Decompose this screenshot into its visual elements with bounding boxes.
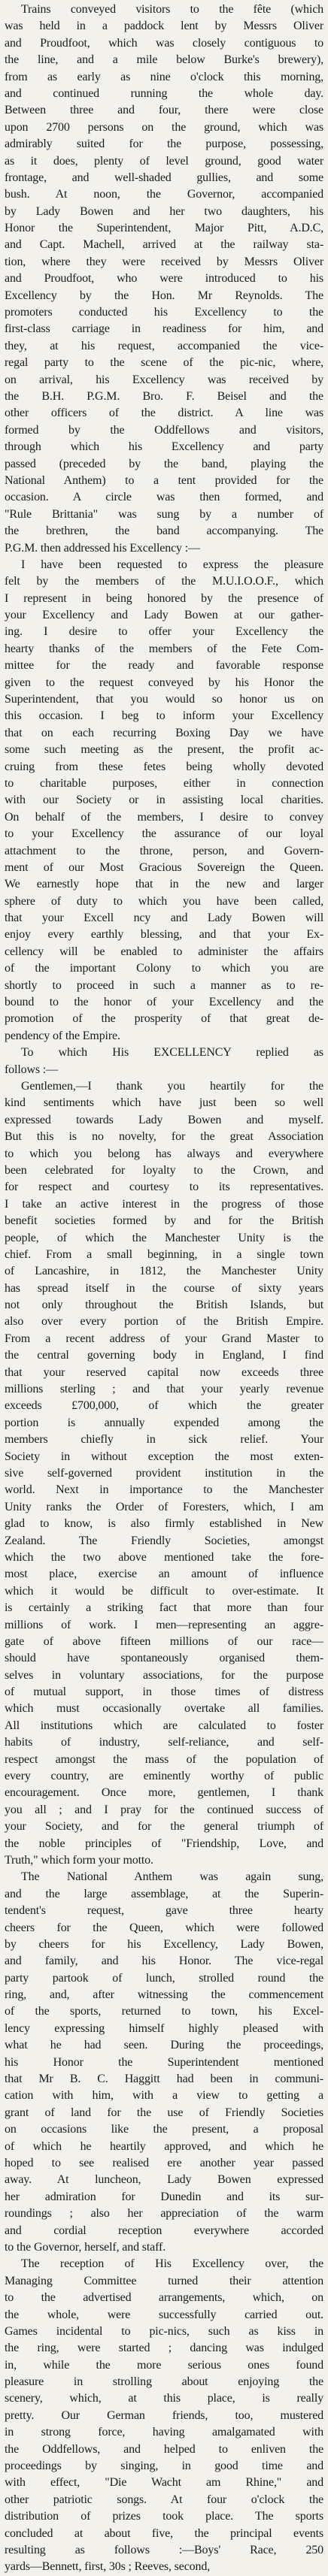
article-line: they, at his request, accompanied the vice- (5, 339, 323, 352)
article-line: chief. From a small beginning, in a single town (5, 1247, 323, 1261)
article-paragraph-p6 (5, 2256, 323, 2575)
article-line: "Rule Brittania" was sung by a number of (5, 507, 323, 521)
article-line: by Lady Bowen and her two daughters, his (5, 204, 323, 218)
article-line: which must occasionally overtake all families. (5, 1702, 323, 1716)
article-line: follows :— (5, 1063, 58, 1076)
article-line: should have spontaneously organised them- (5, 1652, 323, 1665)
article-line: The reception of His Excellency over, the (21, 2257, 323, 2271)
article-line: the Oddfellows, and helped to enliven the (5, 2442, 323, 2456)
article-line: concluded at about five, the principal events (5, 2526, 323, 2540)
article-line: sphere of duty to which you have been called, (5, 894, 323, 908)
article-line: felt by the members of the M.U.I.O.O.F., which (5, 575, 323, 588)
article-line: exceeds £700,000, of which the greater (5, 1399, 323, 1413)
article-line: from as early as nine o'clock this morning, (5, 70, 323, 83)
article-line: which it would be difficult to over-estimate. It (5, 1584, 323, 1598)
article-line: with our Society or in assisting local charities. (5, 794, 323, 807)
article-line: But this is no novelty, for the great Association (5, 1130, 323, 1144)
article-line: promoters conducted his Excellency to the (5, 306, 323, 319)
article-line: hoped to see realised ere another year passed (5, 2157, 323, 2169)
article-line: with effect, "Die Wacht am Rhine," and (5, 2476, 323, 2490)
article-line: as it does, plenty of level ground, good water (5, 154, 323, 168)
article-line: your Society, and for the general triumph of (5, 1820, 323, 1834)
article-line: millions sterling ; and that your yearly revenue (5, 1383, 323, 1396)
article-line: bush. At noon, the Governor, accompanied (5, 188, 323, 201)
article-line: the line, and a mile below Burke's brewery), (5, 53, 323, 67)
article-line: and cordial reception everywhere accorded (5, 2224, 323, 2237)
article-line: frontage, and well-shaded gullies, and some (5, 171, 323, 184)
article-line: and the large assemblage, at the Superin- (5, 1887, 323, 1900)
article-line: his Honor the Superintendent mentioned (5, 2055, 323, 2069)
article-line: not only throughout the British Islands, but (5, 1299, 323, 1312)
article-line: enjoy every earthly blessing, and that your Ex- (5, 928, 323, 942)
article-paragraph-p4 (5, 1078, 323, 1869)
article-line: pleasure in strolling about enjoying the (5, 2375, 323, 2389)
article-line: most place, exercise an amount of influence (5, 1568, 323, 1581)
article-line: proceedings by singing, in good time and (5, 2460, 323, 2473)
article-line: roundings ; also her appreciation of the warm (5, 2207, 323, 2221)
article-line: some such meeting as the present, the profit ac- (5, 743, 323, 757)
article-line: away. At luncheon, Lady Bowen expressed (5, 2173, 323, 2187)
article-line: cation with him, with a view to getting a (5, 2089, 323, 2103)
article-line: ring, and, after witnessing the commencement (5, 1988, 323, 2002)
article-line: cheers for the Queen, which were followed (5, 1921, 323, 1934)
article-line: and Proudfoot, which was closely contiguous to (5, 36, 323, 50)
article-line: of Lancashire, in 1812, the Manchester Unity (5, 1265, 323, 1278)
article-line: scenery, which, at this place, is really (5, 2392, 323, 2405)
article-line: To which His EXCELLENCY replied as (21, 1046, 323, 1060)
article-line: the B.H. P.G.M. Bro. F. Beisel and the (5, 389, 323, 403)
article-line: cruing from these fetes being wholly devoted (5, 760, 323, 773)
article-line: From a recent address of your Grand Master to (5, 1332, 323, 1345)
article-line: encouragement. Once more, gentlemen, I thank (5, 1786, 323, 1800)
article-line: Excellency by the Hon. Mr Reynolds. The (5, 289, 323, 302)
article-line: the brethren, the band accompanying. The (5, 525, 323, 538)
article-line: hearty thanks of the members of the Fete Com- (5, 642, 323, 655)
article-line: world. Next in importance to the Manchester (5, 1483, 323, 1497)
article-line: tion, where they were received by Messrs Oliver (5, 255, 323, 268)
article-line: Trains conveyed visitors to the fête (which (21, 3, 323, 16)
article-line: shortly to proceed in such a manner as to re- (5, 978, 323, 992)
article-line: for respect and courtesy to its representatives. (5, 1181, 323, 1194)
article-line: and family, and his Honor. The vice-regal (5, 1955, 323, 1968)
article-paragraph-p3 (5, 1045, 323, 1078)
article-line: other officers of the district. A line was (5, 407, 323, 420)
article-line: ing. I desire to offer your Excellency the (5, 625, 323, 639)
article-line: the noble principles of "Friendship, Love, and (5, 1837, 323, 1850)
article-line: All institutions which are calculated to foster (5, 1719, 323, 1732)
article-line: I represent in being honored by the presence of (5, 591, 323, 605)
article-line: yards—Bennett, first, 30s ; Reeves, second, (5, 2560, 211, 2574)
article-line: other patriotic songs. At four o'clock the (5, 2493, 323, 2506)
article-line: resulting as follows :—Boys' Race, 250 (5, 2543, 323, 2556)
article-line: which the two above mentioned take the fore- (5, 1550, 323, 1564)
article-line: selves in voluntary associations, for the purpose (5, 1668, 323, 1682)
article-line: regal party to the scene of the pic-nic, where, (5, 356, 323, 370)
article-line: in, while the more serious ones found (5, 2358, 323, 2372)
article-line: to your Excellency the assurance of our loyal (5, 827, 323, 841)
article-line: first-class carriage in readiness for him, and (5, 322, 323, 336)
article-line: what he had seen. During the proceedings, (5, 2039, 323, 2052)
article-line: lency expressing himself highly pleased with (5, 2021, 323, 2035)
article-line: this occasion. I beg to inform your Excellency (5, 709, 323, 723)
article-line: pendency of the Empire. (5, 1029, 120, 1042)
article-line: the whole, were successfully carried out. (5, 2308, 323, 2321)
article-line: given to the request conveyed by his Honor the (5, 676, 323, 689)
article-line: habits of industry, self-reliance, and self- (5, 1736, 323, 1749)
article-line: Zealand. The Friendly Societies, amongst (5, 1534, 323, 1547)
article-line: party partook of lunch, strolled round the (5, 1971, 323, 1985)
article-line: pretty. Our German friends, too, mustered (5, 2408, 323, 2422)
article-line: I take an active interest in the progress of those (5, 1197, 323, 1211)
article-line: Managing Committee turned their attention (5, 2274, 323, 2287)
article-line: Unity ranks the Order of Foresters, which, I am (5, 1500, 323, 1513)
article-line: admirably suited for the purpose, possessing, (5, 138, 323, 151)
article-line: cellency will be enabled to administer the affairs (5, 945, 323, 958)
article-paragraph-p5 (5, 1869, 323, 2256)
article-line: benefit societies formed by and for the British (5, 1214, 323, 1228)
article-line: kind sentiments which have just been so well (5, 1096, 323, 1110)
article-line: occasion. A circle was then formed, and (5, 491, 323, 504)
article-line: members chiefly in sick relief. Your (5, 1433, 323, 1447)
article-line: of mutual support, in those times of distress (5, 1686, 323, 1699)
article-line: and Proudfoot, who were introduced to his (5, 272, 323, 286)
article-line: tendent's request, gave three hearty (5, 1904, 323, 1918)
article-line: sive self-governed provident institution in the (5, 1466, 323, 1480)
article-line: you all ; and I pray for the continued success of (5, 1803, 323, 1816)
article-line: Games incidental to pic-nics, such as kiss in (5, 2324, 323, 2338)
article-line: to the advertised arrangements, which, on (5, 2291, 323, 2305)
article-line: to charitable purposes, either in connection (5, 776, 323, 790)
article-line: of the important Colony to which you are (5, 962, 323, 975)
article-line: to which you belong has always and everywhere (5, 1147, 323, 1160)
article-line: Superintendent, that you would so honor us on (5, 693, 323, 706)
article-line: your Excellency and Lady Bowen at our gather- (5, 609, 323, 622)
article-line: Honor the Superintendent, Major Pitt, A.D.C, (5, 222, 323, 235)
article-line: portion is annually expended among the (5, 1416, 323, 1429)
article-line: The National Anthem was again sung, (21, 1870, 323, 1884)
article-line: ment of our Most Gracious Sovereign the Queen. (5, 860, 323, 874)
article-line: was held in a paddock lent by Messrs Oliver (5, 20, 323, 33)
article-line: has spread itself in the course of sixty years (5, 1281, 323, 1295)
article-line: upon 2700 persons on the ground, which was (5, 120, 323, 134)
article-line: mittee for the ready and favorable response (5, 659, 323, 673)
article-line: distribution of prizes took place. The sports (5, 2510, 323, 2523)
article-line: glad to know, is also firmly established in New (5, 1517, 323, 1531)
article-line: National Anthem) to a tent provided for the (5, 473, 323, 487)
article-line: passed (preceded by the band, playing the (5, 457, 323, 470)
article-line: promotion of the prosperity of that great de- (5, 1012, 323, 1026)
article-line: Gentlemen,—I thank you heartily for the (21, 1080, 323, 1093)
article-line: attachment to the throne, person, and Govern- (5, 844, 323, 857)
article-line: also over every portion of the British Empire. (5, 1315, 323, 1329)
article-line: to the Governor, herself, and staff. (5, 2240, 166, 2254)
article-line: the ring, were started ; dancing was indulged (5, 2342, 323, 2355)
article-line: and Capt. Machell, arrived at the railway sta- (5, 238, 323, 252)
article-line: her admiration for Dunedin and its sur- (5, 2190, 323, 2203)
article-line: Society in without exception the most exten- (5, 1450, 323, 1463)
article-line: that on each recurring Boxing Day we have (5, 726, 323, 739)
article-line: been celebrated for loyalty to the Crown, and (5, 1163, 323, 1177)
article-line: every country, are eminently worthy of public (5, 1770, 323, 1783)
article-line: that your reserved capital now exceeds three (5, 1365, 323, 1379)
article-line: in strong force, having amalgamated with (5, 2426, 323, 2439)
article-line: and continued running the whole day. (5, 86, 323, 100)
article-line: gate of above fifteen millions of our race— (5, 1634, 323, 1648)
article-line: I have been requested to express the pleasure (21, 558, 323, 571)
article-line: by cheers for his Excellency, Lady Bowen, (5, 1937, 323, 1951)
article-line: bound to the honor of your Excellency and the (5, 996, 323, 1009)
article-paragraph-p1 (5, 2, 323, 557)
article-line: of which he heartily approved, and which he (5, 2139, 323, 2153)
newspaper-column (5, 0, 323, 2576)
article-line: On behalf of the members, I desire to convey (5, 810, 323, 824)
article-line: We earnestly hope that in the new and larger (5, 878, 323, 891)
article-line: millions of work. I men—representing an aggre- (5, 1618, 323, 1631)
article-line: through which his Excellency and party (5, 440, 323, 454)
article-line: that your Excell ncy and Lady Bowen will (5, 912, 323, 925)
article-line: the central governing body in England, I find (5, 1349, 323, 1362)
article-line: P.G.M. then addressed his Excellency :— (5, 541, 200, 555)
article-line: people, of which the Manchester Unity is the (5, 1231, 323, 1244)
article-line: on arrival, his Excellency was received by (5, 373, 323, 386)
article-line: grant of land for the use of Friendly Societies (5, 2106, 323, 2119)
article-line: formed by the Oddfellows and visitors, (5, 423, 323, 437)
article-line: is certainly a striking fact that more than four (5, 1601, 323, 1615)
article-paragraph-p2 (5, 557, 323, 1045)
article-line: Between three and four, there were close (5, 104, 323, 117)
article-line: that Mr B. C. Haggitt had been in communi- (5, 2073, 323, 2086)
article-line: expressed towards Lady Bowen and myself. (5, 1113, 323, 1126)
article-line: Truth," which form your motto. (5, 1853, 153, 1867)
article-line: of the sports, returned to town, his Excel- (5, 2005, 323, 2018)
article-line: respect amongst the mass of the population of (5, 1752, 323, 1766)
article-line: on occasions like the present, a proposal (5, 2123, 323, 2136)
